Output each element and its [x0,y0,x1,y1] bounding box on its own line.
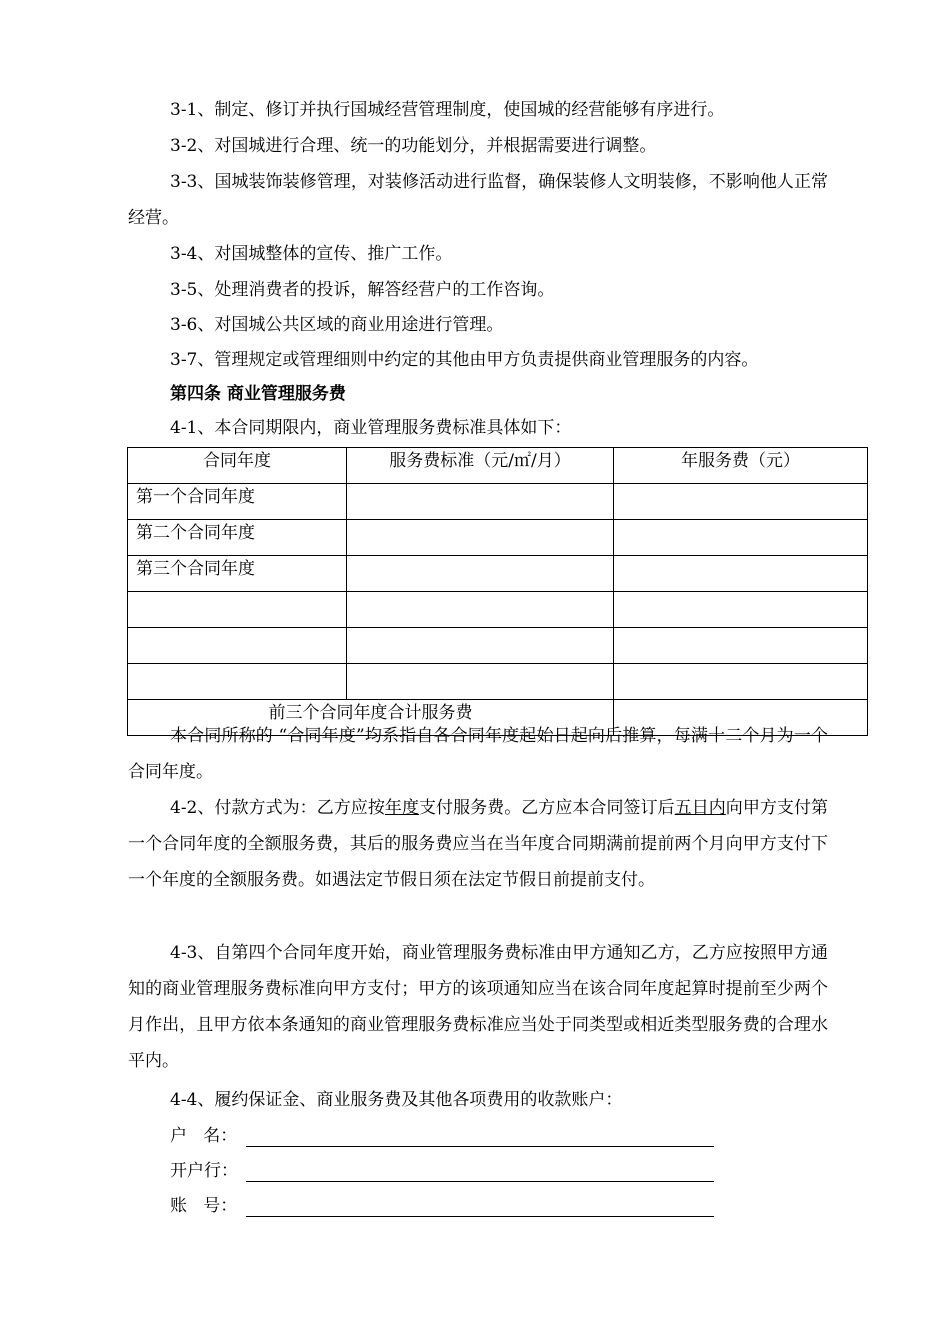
annual-fee-cell[interactable] [614,592,868,628]
clause-4-2-text: 向甲方支付第一个合同年度的全额服务费，其后的服务费应当在当年度合同期满前提前两个月向甲方支付下一个年度的全额服务费。如遇法定节假日须在法定节假日前提前支付。 [128,798,829,890]
clause-4-2-text: 支付服务费。乙方应本合同签订后 [419,798,675,818]
fee-standard-cell[interactable] [347,556,614,592]
annual-fee-cell[interactable] [614,664,868,700]
header-annual-fee: 年服务费（元） [614,448,868,484]
clause-3-2: 3-2、对国城进行合理、统一的功能划分，并根据需要进行调整。 [170,136,657,156]
account-name-row [170,1121,714,1151]
row-label: 第三个合同年度 [128,556,347,592]
fee-standard-cell[interactable] [347,484,614,520]
payment-period: 年度 [384,798,419,818]
payment-deadline: 五日内 [674,798,726,818]
clause-3-5: 3-5、处理消费者的投诉，解答经营户的工作咨询。 [170,280,555,300]
fee-standard-cell[interactable] [347,592,614,628]
account-name-field[interactable] [246,1124,714,1147]
row-label: 第二个合同年度 [128,520,347,556]
account-bank-row [170,1156,714,1186]
table-header-row [128,448,868,484]
account-name-label: 户 名： [170,1126,238,1146]
table-row [128,664,868,700]
clause-3-3: 3-3、国城装饰装修管理，对装修活动进行监督，确保装修人文明装修，不影响他人正常经营。 [128,172,828,228]
clause-3-1: 3-1、制定、修订并执行国城经营管理制度，使国城的经营能够有序进行。 [170,100,725,120]
service-fee-table [127,447,868,736]
row-label[interactable] [128,664,347,700]
row-label[interactable] [128,592,347,628]
table-row [128,628,868,664]
clause-3-4: 3-4、对国城整体的宣传、推广工作。 [170,244,453,264]
account-number-label: 账 号： [170,1196,238,1216]
annual-fee-cell[interactable] [614,628,868,664]
clause-4-2-text: 4-2、付款方式为：乙方应按 [170,798,385,818]
fee-standard-cell[interactable] [347,628,614,664]
annual-fee-cell[interactable] [614,556,868,592]
clause-4-3: 4-3、自第四个合同年度开始，商业管理服务费标准由甲方通知乙方，乙方应按照甲方通知的商业管理服务费标准向甲方支付；甲方的该项通知应当在该合同年度起算时提前至少两个月作出，且甲方依本条通知的商业管理服务费标准应当处于同类型或相近类型服务费的合理水平内。 [128,943,828,1071]
contract-year-note: 本合同所称的 “合同年度”均系指自各合同年度起始日起向后推算，每满十二个月为一个合同年度。 [128,726,828,782]
annual-fee-cell[interactable] [614,484,868,520]
fee-standard-cell[interactable] [347,664,614,700]
clause-4-1: 4-1、本合同期限内，商业管理服务费标准具体如下： [170,418,572,438]
article-4-title: 第四条 商业管理服务费 [170,384,346,404]
header-contract-year: 合同年度 [128,448,347,484]
account-number-field[interactable] [246,1194,714,1217]
table-row [128,484,868,520]
clause-4-2 [128,790,828,898]
account-bank-field[interactable] [246,1159,714,1182]
table-row [128,520,868,556]
clause-3-7: 3-7、管理规定或管理细则中约定的其他由甲方负责提供商业管理服务的内容。 [170,350,759,370]
row-label[interactable] [128,628,347,664]
total-label: 前三个合同年度合计服务费 [128,700,614,736]
row-label: 第一个合同年度 [128,484,347,520]
clause-4-4: 4-4、履约保证金、商业服务费及其他各项费用的收款账户： [170,1090,623,1110]
table-row [128,556,868,592]
account-number-row [170,1191,714,1221]
annual-fee-cell[interactable] [614,520,868,556]
clause-3-6: 3-6、对国城公共区域的商业用途进行管理。 [170,315,504,335]
account-bank-label: 开户行： [170,1161,238,1181]
table-row [128,592,868,628]
fee-standard-cell[interactable] [347,520,614,556]
header-fee-standard: 服务费标准（元/㎡/月） [347,448,614,484]
